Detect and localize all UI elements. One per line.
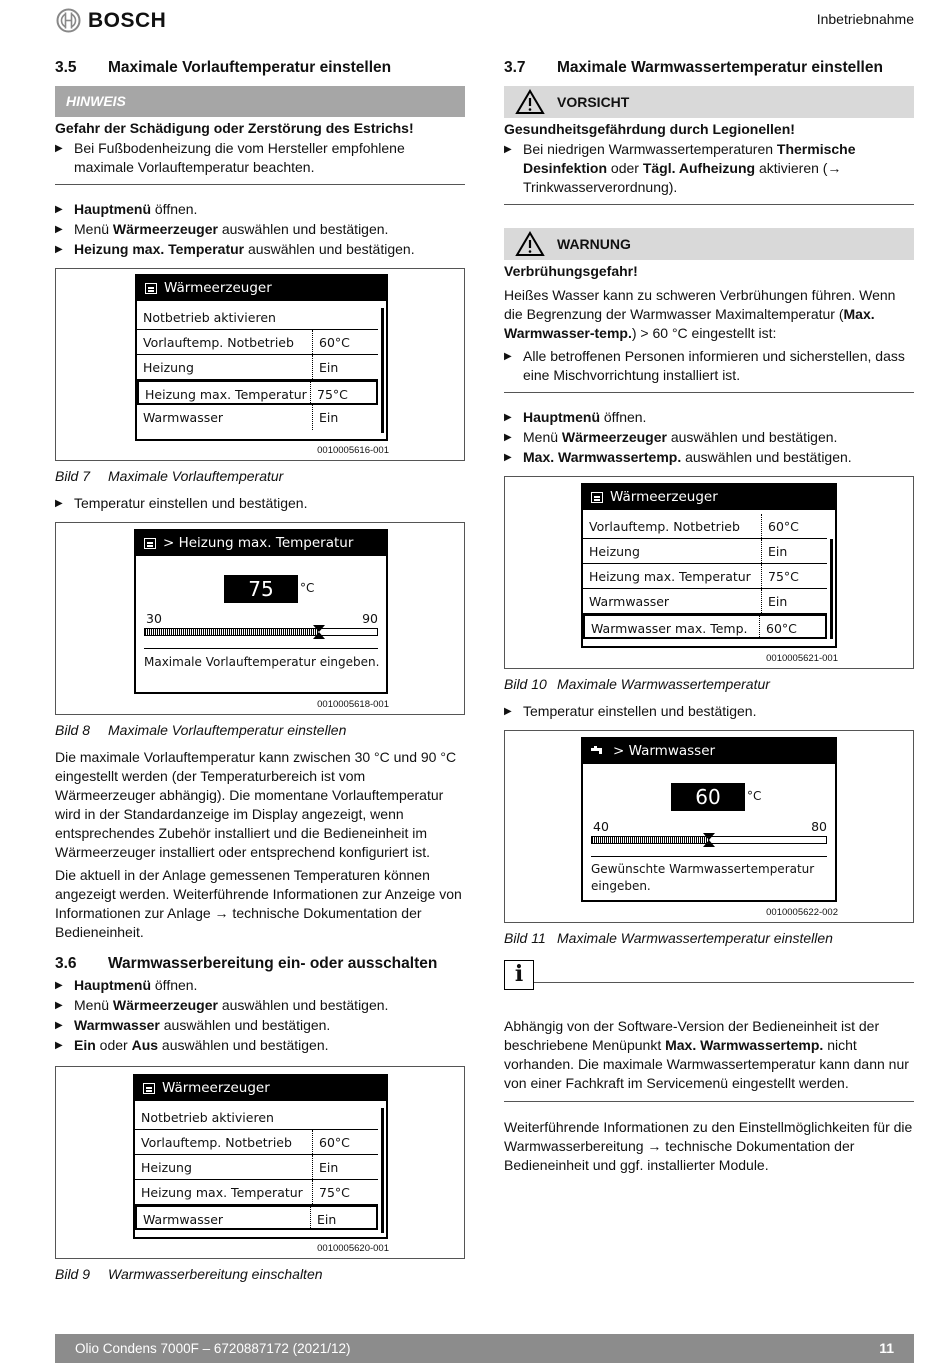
header-section-label: Inbetriebnahme <box>816 11 914 27</box>
menu-row: Notbetrieb aktivieren <box>137 305 378 330</box>
figure-caption: Bild 8 Maximale Vorlauftemperatur einstellen <box>55 722 347 738</box>
menu-icon <box>145 283 157 294</box>
screen-message: Gewünschte Warmwassertemperatur eingeben. <box>591 862 815 893</box>
step-list <box>504 408 914 467</box>
section-3-7-heading <box>504 58 914 78</box>
caution-block <box>504 120 914 205</box>
tap-water-icon <box>591 746 607 758</box>
paragraph: Die aktuell in der Anlage gemessenen Temperaturen können angezeigt werden. Weiterführende Informationen zur Anzeige von Informationen zur Anlage → technische Dokumentation der Bedieneinheit. <box>55 867 462 940</box>
menu-icon <box>143 1083 155 1094</box>
footer-text: Olio Condens 7000F – 6720887172 (2021/12) <box>75 1341 351 1356</box>
caution-item: ▶ Bei niedrigen Warmwassertemperaturen Thermische Desinfektion oder Tägl. Aufheizung aktivieren (→ Trinkwasserverordnung). <box>504 140 914 197</box>
section-3-5-heading <box>55 58 465 78</box>
menu-row: Heizung max. Temperatur 75°C <box>135 1180 378 1205</box>
section-number: 3.5 <box>55 59 77 76</box>
display-screen <box>133 1074 388 1239</box>
display-screen <box>581 483 837 648</box>
menu-icon <box>144 538 156 549</box>
step-item: ▶ Temperatur einstellen und bestätigen. <box>55 494 465 513</box>
step-item: ▶ Temperatur einstellen und bestätigen. <box>504 702 914 721</box>
step-list <box>55 200 465 259</box>
section-title: Warmwasserbereitung ein- oder ausschalten <box>108 955 438 972</box>
page-number: 11 <box>879 1340 894 1356</box>
figure-caption: Bild 10 Maximale Warmwassertemperatur <box>504 676 770 692</box>
screen-title-bar: > Heizung max. Temperatur <box>136 531 386 556</box>
temperature-slider <box>144 628 378 636</box>
warning-headline: Verbrühungsgefahr! <box>504 263 638 279</box>
divider <box>144 648 378 649</box>
figure-id: 0010005622-002 <box>766 907 838 918</box>
step-item: ▶ Hauptmenü öffnen. <box>504 408 914 427</box>
section-title: Maximale Vorlauftemperatur einstellen <box>108 59 392 76</box>
figure-8 <box>55 522 465 715</box>
range-max: 80 <box>811 819 827 834</box>
slider-fill <box>592 837 709 843</box>
hint-bar: HINWEIS <box>55 86 465 117</box>
figure-10 <box>504 476 914 669</box>
caution-headline: Gesundheitsgefährdung durch Legionellen! <box>504 121 795 137</box>
screen-message: Maximale Vorlauftemperatur eingeben. <box>144 655 380 669</box>
divider <box>591 856 827 857</box>
menu-row: Vorlauftemp. Notbetrieb 60°C <box>135 1130 378 1155</box>
warning-triangle-icon <box>515 231 545 257</box>
display-screen <box>135 274 388 441</box>
display-screen <box>134 529 388 694</box>
scrollbar <box>381 1108 384 1233</box>
figure-id: 0010005620-001 <box>317 1243 389 1254</box>
range-min: 30 <box>146 611 162 626</box>
hint-headline: Gefahr der Schädigung oder Zerstörung des Estrichs! <box>55 120 414 136</box>
paragraph: Die maximale Vorlauftemperatur kann zwischen 30 °C und 90 °C eingestellt werden (der Temperaturbereich ist vom Wärmeerzeuger abhängig). Die momentane Vorlauftemperatur wird in der Standardanzeige im Display angezeigt, wenn entsprechendes Zubehör installiert und die Bedieneinheit im Wärmeerzeuger installiert oder entsprechend konfiguriert ist. <box>55 749 457 860</box>
figure-caption: Bild 11 Maximale Warmwassertemperatur einstellen <box>504 930 833 946</box>
hint-item: ▶ Bei Fußbodenheizung die vom Hersteller empfohlene maximale Vorlauftemperatur beachten. <box>55 139 465 177</box>
menu-row: Warmwasser Ein <box>583 589 827 614</box>
section-3-6-heading <box>55 954 465 974</box>
figure-7 <box>55 268 465 461</box>
warning-bar: WARNUNG <box>504 228 914 260</box>
section-title: Maximale Warmwassertemperatur einstellen <box>557 59 883 76</box>
info-box <box>504 961 914 1102</box>
slider-fill <box>145 629 319 635</box>
left-column <box>55 58 465 1292</box>
section-number: 3.7 <box>504 59 526 76</box>
warning-triangle-icon <box>515 89 545 115</box>
range-max: 90 <box>362 611 378 626</box>
temperature-value: 60 <box>671 783 745 811</box>
menu-row: Vorlauftemp. Notbetrieb 60°C <box>583 514 827 539</box>
figure-caption: Bild 9 Warmwasserbereitung einschalten <box>55 1266 323 1282</box>
info-text: Abhängig von der Software-Version der Bedieneinheit ist der beschriebene Menüpunkt Max. Warmwassertemp. nicht vorhanden. Die maximale Warmwassertemperatur kann dann nur von einer Fachkraft im Servicemenü eingestellt werden. <box>504 1018 909 1091</box>
temperature-slider <box>591 836 827 844</box>
range-min: 40 <box>593 819 609 834</box>
footer-bar <box>55 1334 914 1363</box>
step-item: ▶ Heizung max. Temperatur auswählen und bestätigen. <box>55 240 465 259</box>
menu-row: Notbetrieb aktivieren <box>135 1105 378 1130</box>
caution-bar: VORSICHT <box>504 86 914 118</box>
slider-knob-icon <box>313 625 325 639</box>
warning-block <box>504 262 914 393</box>
menu-row-selected: Heizung max. Temperatur 75°C <box>137 380 378 405</box>
step-item: ▶ Menü Wärmeerzeuger auswählen und bestätigen. <box>55 220 465 239</box>
hint-block <box>55 119 465 185</box>
paragraph: Weiterführende Informationen zu den Einstellmöglichkeiten für die Warmwasserbereitung → technische Dokumentation der Bedieneinheit und ggf. installierter Module. <box>504 1119 913 1173</box>
warning-item: ▶ Alle betroffenen Personen informieren und sicherstellen, dass eine Mischvorrichtung installiert ist. <box>504 347 914 385</box>
info-icon: i <box>504 960 534 990</box>
screen-title-bar: Wärmeerzeuger <box>583 485 835 510</box>
figure-caption: Bild 7 Maximale Vorlauftemperatur <box>55 468 284 484</box>
step-item: ▶ Warmwasser auswählen und bestätigen. <box>55 1016 465 1035</box>
step-item: ▶ Menü Wärmeerzeuger auswählen und bestätigen. <box>55 996 465 1015</box>
scrollbar <box>830 539 833 639</box>
scrollbar <box>381 308 384 433</box>
menu-icon <box>591 492 603 503</box>
warning-text: Heißes Wasser kann zu schweren Verbrühungen führen. Wenn die Begrenzung der Warmwasser Maximaltemperatur (Max. Warmwasser-temp.) > 60 °C eingestellt ist: <box>504 287 896 341</box>
figure-11 <box>504 730 914 923</box>
figure-id: 0010005621-001 <box>766 653 838 664</box>
screen-title-bar: Wärmeerzeuger <box>135 1076 386 1101</box>
figure-9 <box>55 1066 465 1259</box>
screen-title-bar: Wärmeerzeuger <box>137 276 386 301</box>
step-item: ▶ Ein oder Aus auswählen und bestätigen. <box>55 1036 465 1055</box>
figure-id: 0010005618-001 <box>317 699 389 710</box>
menu-row: Vorlauftemp. Notbetrieb 60°C <box>137 330 378 355</box>
menu-row: Heizung Ein <box>137 355 378 380</box>
menu-row-selected: Warmwasser max. Temp. 60°C <box>583 614 827 639</box>
brand-name: BOSCH <box>88 9 167 32</box>
step-list <box>55 976 465 1055</box>
step-item: ▶ Menü Wärmeerzeuger auswählen und bestätigen. <box>504 428 914 447</box>
right-column <box>504 58 914 1179</box>
menu-row: Heizung max. Temperatur 75°C <box>583 564 827 589</box>
step-item: ▶ Hauptmenü öffnen. <box>55 976 465 995</box>
menu-row-selected: Warmwasser Ein <box>135 1205 378 1230</box>
display-screen <box>581 737 837 902</box>
step-item: ▶ Hauptmenü öffnen. <box>55 200 465 219</box>
bosch-logo-icon <box>56 8 81 33</box>
menu-row: Heizung Ein <box>583 539 827 564</box>
step-item: ▶ Max. Warmwassertemp. auswählen und bestätigen. <box>504 448 914 467</box>
temperature-unit: °C <box>300 581 315 595</box>
screen-title-bar: > Warmwasser <box>583 739 835 764</box>
figure-id: 0010005616-001 <box>317 445 389 456</box>
menu-row: Warmwasser Ein <box>137 405 378 430</box>
section-number: 3.6 <box>55 955 77 972</box>
temperature-value: 75 <box>224 575 298 603</box>
menu-row: Heizung Ein <box>135 1155 378 1180</box>
slider-knob-icon <box>703 833 715 847</box>
temperature-unit: °C <box>747 789 762 803</box>
